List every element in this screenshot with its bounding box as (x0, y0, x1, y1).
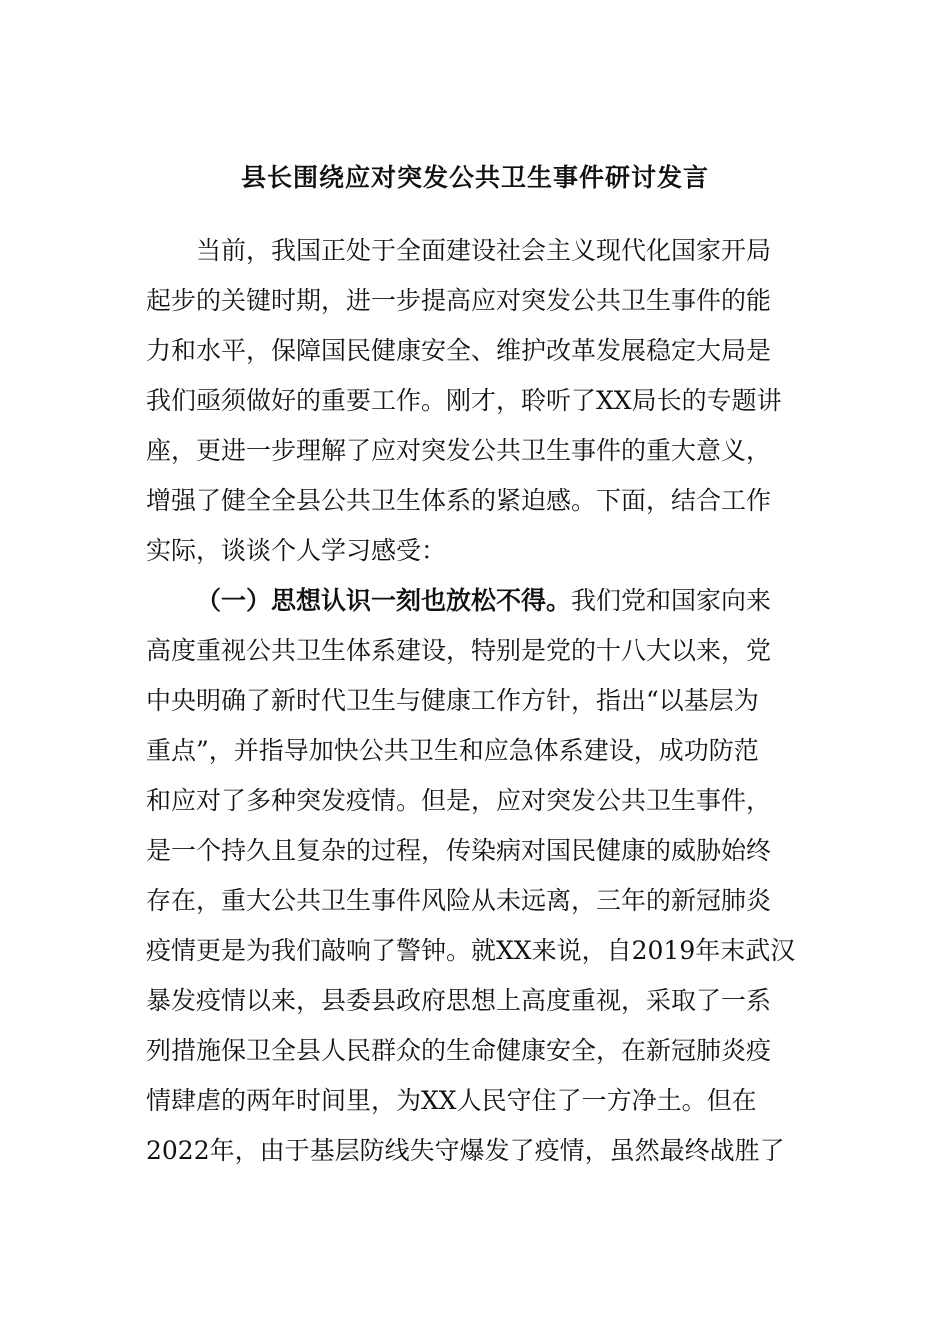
paragraph-line: 中央明确了新时代卫生与健康工作方针，指出“以基层为 (146, 686, 759, 715)
paragraph-line: 情肆虐的两年时间里，为XX人民守住了一方净土。但在 (146, 1086, 757, 1115)
paragraph-line: 列措施保卫全县人民群众的生命健康安全，在新冠肺炎疫 (146, 1036, 772, 1065)
paragraph-line: 是一个持久且复杂的过程，传染病对国民健康的威胁始终 (146, 836, 772, 865)
paragraph-line: 疫情更是为我们敲响了警钟。就XX来说，自2019年末武汉 (146, 936, 796, 965)
paragraph-line: 2022年，由于基层防线失守爆发了疫情，虽然最终战胜了 (146, 1136, 785, 1165)
paragraph-line: 暴发疫情以来，县委县政府思想上高度重视，采取了一系 (146, 986, 772, 1015)
paragraph-line: 座，更进一步理解了应对突发公共卫生事件的重大意义， (146, 436, 772, 465)
paragraph-line: 增强了健全全县公共卫生体系的紧迫感。下面，结合工作 (146, 486, 772, 515)
section-first-line-text: 我们党和国家向来 (571, 586, 772, 615)
paragraph-line: 力和水平，保障国民健康安全、维护改革发展稳定大局是 (146, 336, 772, 365)
paragraph-line: 实际，谈谈个人学习感受： (146, 536, 447, 565)
section-first-line (196, 576, 771, 626)
paragraph-line: 当前，我国正处于全面建设社会主义现代化国家开局 (196, 236, 772, 265)
paragraph-line: 高度重视公共卫生体系建设，特别是党的十八大以来，党 (146, 636, 772, 665)
paragraph-line: 我们亟须做好的重要工作。刚才，聆听了XX局长的专题讲 (146, 386, 782, 415)
document-title: 县长围绕应对突发公共卫生事件研讨发言 (240, 163, 709, 192)
section-heading: （一）思想认识一刻也放松不得。 (196, 586, 572, 615)
paragraph-line: 起步的关键时期，进一步提高应对突发公共卫生事件的能 (146, 286, 772, 315)
paragraph-line: 和应对了多种突发疫情。但是，应对突发公共卫生事件， (146, 786, 772, 815)
paragraph-line: 重点”，并指导加快公共卫生和应急体系建设，成功防范 (146, 736, 759, 765)
paragraph-line: 存在，重大公共卫生事件风险从未远离，三年的新冠肺炎 (146, 886, 772, 915)
